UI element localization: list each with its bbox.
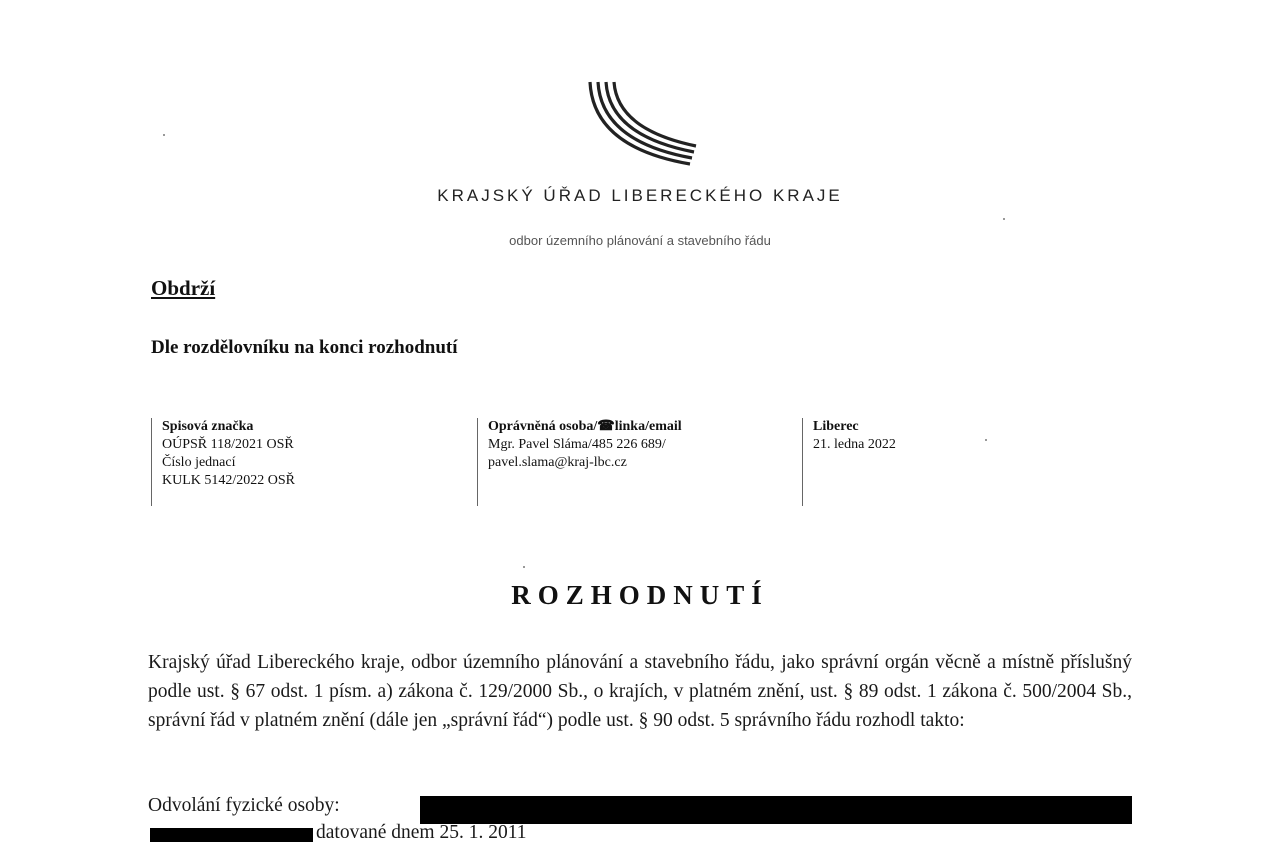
regional-office-logo (580, 78, 700, 170)
case-ref-value: OÚPSŘ 118/2021 OSŘ (162, 437, 294, 452)
case-ref-label: Spisová značka (162, 419, 254, 434)
contact-line-1: Mgr. Pavel Sláma/485 226 689/ (488, 437, 666, 452)
scan-speck (1003, 218, 1005, 220)
department-name: odbor územního plánování a stavebního řádu (509, 233, 771, 248)
recipients-heading: Obdrží (151, 276, 216, 300)
date-value: 21. ledna 2022 (813, 437, 896, 452)
redaction-bar (420, 796, 1132, 824)
case-reference-block (151, 418, 295, 506)
contact-block (477, 418, 682, 506)
contact-label: Oprávněná osoba/☎linka/email (488, 419, 682, 434)
ref-no-value: KULK 5142/2022 OSŘ (162, 473, 296, 488)
appeal-prefix: Odvolání fyzické osoby: (148, 795, 340, 816)
place-date-block (802, 418, 896, 506)
recipients-text: Dle rozdělovníku na konci rozhodnutí (151, 337, 458, 358)
redaction-bar (150, 828, 313, 842)
scan-speck (523, 566, 525, 568)
scan-speck (985, 439, 987, 441)
place-label: Liberec (813, 419, 859, 434)
decision-body: Krajský úřad Libereckého kraje, odbor územního plánování a stavebního řádu, jako správní orgán věcně a místně příslušný podle ust. § 67 odst. 1 písm. a) zákona č. 129/2000 Sb., o krajích, v platném znění, ust. § 89 odst. 1 zákona č. 500/2004 Sb., správní řád v platném znění (dále jen „správní řád“) podle ust. § 90 odst. 5 správního řádu rozhodl takto: (148, 652, 1132, 731)
scan-speck (163, 134, 165, 136)
contact-email: pavel.slama@kraj-lbc.cz (488, 455, 627, 470)
appeal-continuation: datované dnem 25. 1. 2011 (316, 822, 527, 843)
organization-name: KRAJSKÝ ÚŘAD LIBERECKÉHO KRAJE (437, 186, 843, 205)
decision-title: ROZHODNUTÍ (511, 580, 769, 610)
ref-no-label: Číslo jednací (162, 455, 236, 470)
